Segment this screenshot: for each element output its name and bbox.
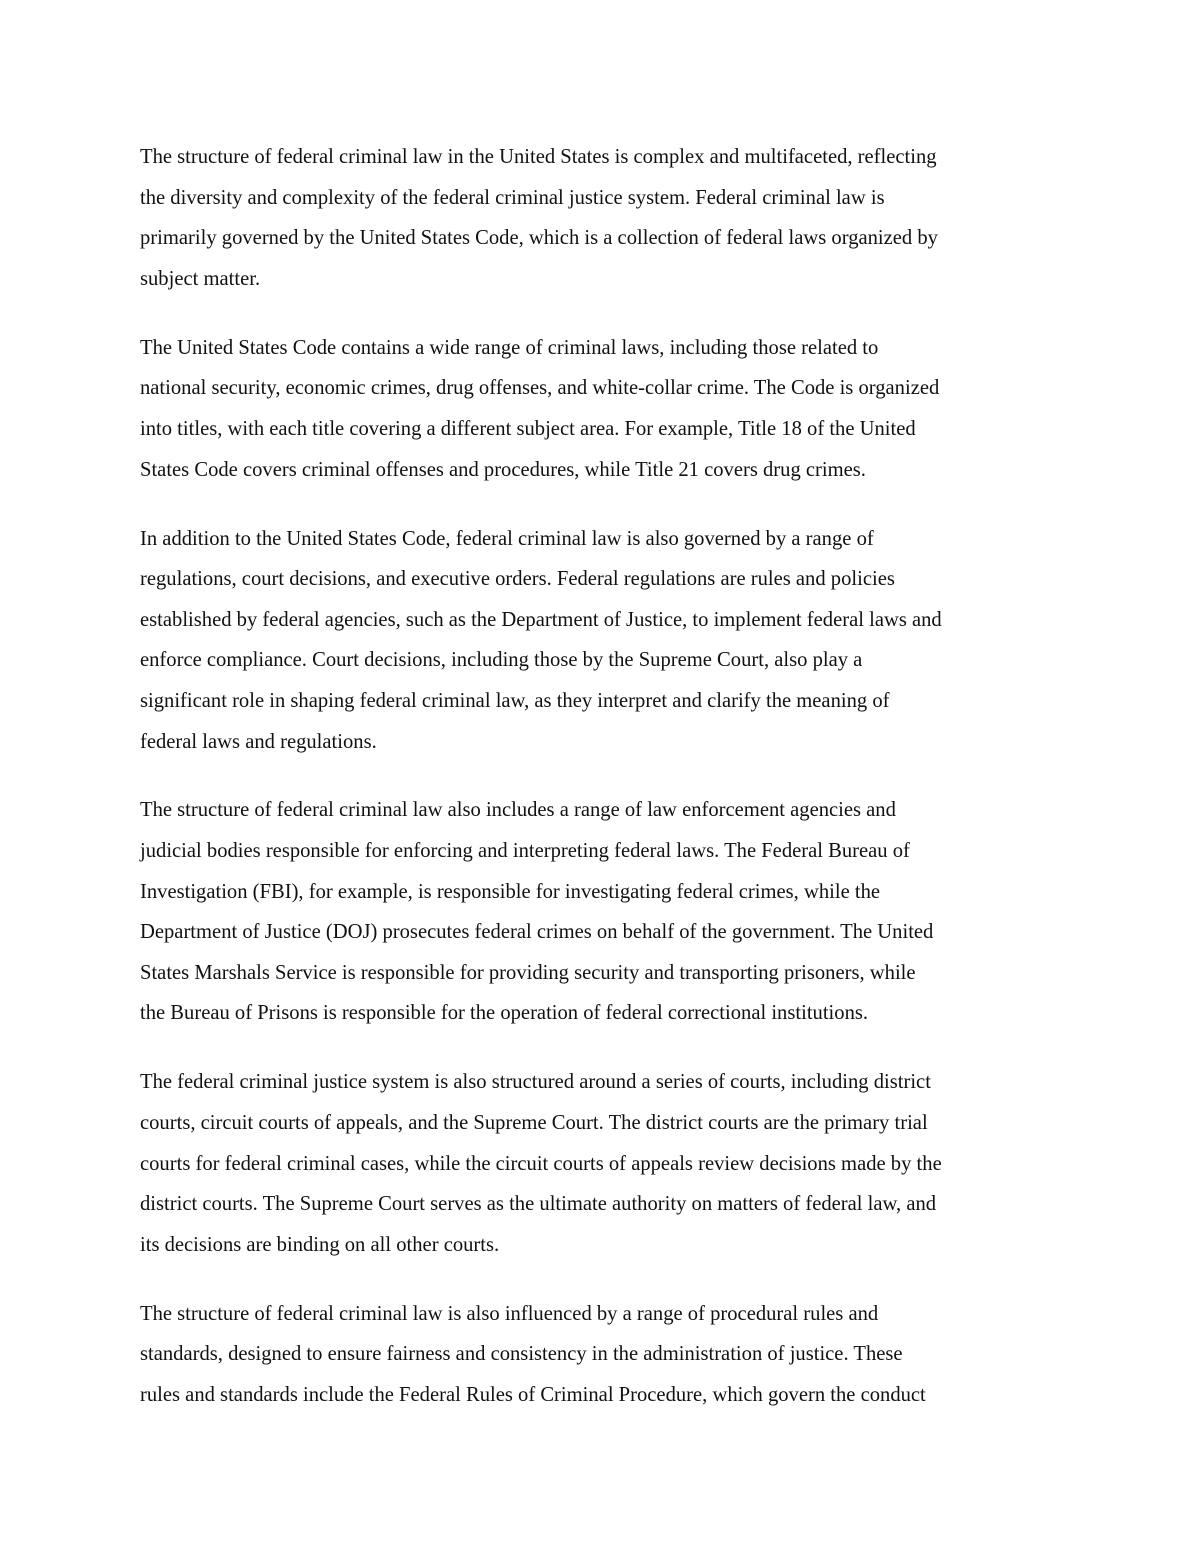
text-line: judicial bodies responsible for enforcing and interpreting federal laws. The Federal Bureau of xyxy=(140,840,910,863)
text-line: the diversity and complexity of the federal criminal justice system. Federal criminal law is xyxy=(140,186,885,209)
text-line: The federal criminal justice system is also structured around a series of courts, including district xyxy=(140,1071,931,1094)
text-line: Department of Justice (DOJ) prosecutes federal crimes on behalf of the government. The United xyxy=(140,921,934,944)
text-line: States Marshals Service is responsible for providing security and transporting prisoners, while xyxy=(140,961,916,984)
text-line: The structure of federal criminal law in the United States is complex and multifaceted, reflecting xyxy=(140,146,937,168)
text-line: primarily governed by the United States Code, which is a collection of federal laws organized by xyxy=(140,227,938,250)
text-line: the Bureau of Prisons is responsible for the operation of federal correctional institutions. xyxy=(140,1002,869,1025)
paragraph-1 xyxy=(140,137,1065,299)
paragraph-5 xyxy=(140,1062,1065,1265)
text-line: The United States Code contains a wide range of criminal laws, including those related to xyxy=(140,336,879,359)
text-line: national security, economic crimes, drug offenses, and white-collar crime. The Code is organized xyxy=(140,377,940,400)
text-line: federal laws and regulations. xyxy=(140,730,377,753)
text-line: its decisions are binding on all other courts. xyxy=(140,1233,500,1256)
text-line: into titles, with each title covering a different subject area. For example, Title 18 of the United xyxy=(140,417,916,440)
text-line: Investigation (FBI), for example, is responsible for investigating federal crimes, while the xyxy=(140,880,881,903)
text-line: enforce compliance. Court decisions, including those by the Supreme Court, also play a xyxy=(140,649,863,672)
text-line: The structure of federal criminal law also includes a range of law enforcement agencies and xyxy=(140,799,896,822)
text-line: significant role in shaping federal criminal law, as they interpret and clarify the meaning of xyxy=(140,689,890,712)
text-line: district courts. The Supreme Court serves as the ultimate authority on matters of federal law, and xyxy=(140,1193,937,1216)
paragraph-2 xyxy=(140,328,1065,490)
document-body xyxy=(140,137,1065,1444)
text-line: established by federal agencies, such as the Department of Justice, to implement federal laws and xyxy=(140,608,942,631)
paragraph-3 xyxy=(140,519,1065,763)
text-line: The structure of federal criminal law is also influenced by a range of procedural rules and xyxy=(140,1302,879,1325)
text-line: regulations, court decisions, and executive orders. Federal regulations are rules and policies xyxy=(140,568,895,591)
paragraph-4 xyxy=(140,790,1065,1034)
text-line: States Code covers criminal offenses and procedures, while Title 21 covers drug crimes. xyxy=(140,458,866,481)
text-line: standards, designed to ensure fairness and consistency in the administration of justice. These xyxy=(140,1343,903,1366)
text-line: courts for federal criminal cases, while the circuit courts of appeals review decisions made by the xyxy=(140,1152,942,1175)
text-line: courts, circuit courts of appeals, and the Supreme Court. The district courts are the primary trial xyxy=(140,1112,928,1135)
paragraph-6 xyxy=(140,1294,1065,1416)
text-line: rules and standards include the Federal Rules of Criminal Procedure, which govern the conduct xyxy=(140,1383,926,1406)
text-line: In addition to the United States Code, federal criminal law is also governed by a range of xyxy=(140,527,874,550)
text-line: subject matter. xyxy=(140,267,261,290)
